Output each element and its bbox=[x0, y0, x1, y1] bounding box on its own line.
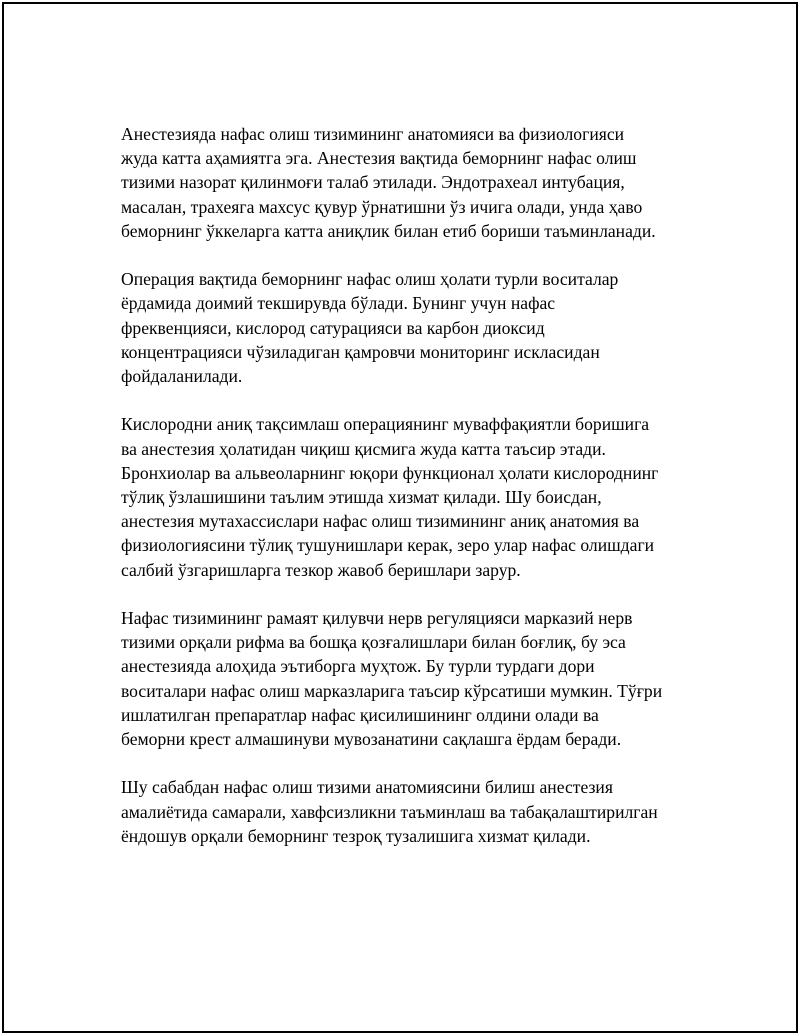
text-line: ва анестезия ҳолатидан чиқиш қисмига жуда катта таъсир этади. bbox=[121, 438, 606, 459]
text-line: тўлиқ ўзлашишини таълим этишда хизмат қилади. Шу боисдан, bbox=[121, 487, 602, 508]
document-body bbox=[121, 122, 701, 872]
text-line: ёрдамида доимий текширувда бўлади. Бунинг учун нафас bbox=[121, 293, 556, 314]
text-line: жуда катта аҳамиятга эга. Анестезия вақтида беморнинг нафас олиш bbox=[121, 148, 637, 169]
text-line: Нафас тизимининг рамаят қилувчи нерв регуляцияси марказий нерв bbox=[121, 608, 633, 629]
paragraph-3 bbox=[121, 412, 701, 581]
text-line: Шу сабабдан нафас олиш тизими анатомиясини билиш анестезия bbox=[121, 777, 613, 798]
text-line: масалан, трахеяга махсус қувур ўрнатишни ўз ичига олади, унда ҳаво bbox=[121, 196, 643, 217]
text-line: анестезия мутахассислари нафас олиш тизимининг аниқ анатомия ва bbox=[121, 511, 640, 532]
text-line: Анестезияда нафас олиш тизимининг анатомияси ва физиологияси bbox=[121, 124, 625, 144]
text-line: ёндошув орқали беморнинг тезроқ тузалишига хизмат қилади. bbox=[121, 825, 591, 846]
text-line: Кислородни аниқ тақсимлаш операциянинг муваффақиятли боришига bbox=[121, 414, 650, 435]
text-line: беморни крест алмашинуви мувозанатини сақлашга ёрдам беради. bbox=[121, 729, 622, 750]
document-page bbox=[2, 2, 798, 1033]
text-line: беморнинг ўккеларга катта аниқлик билан етиб бориши таъминланади. bbox=[121, 220, 656, 241]
text-line: тизими орқали рифма ва бошқа қозғалишлари билан боғлиқ, бу эса bbox=[121, 632, 626, 653]
paragraph-4 bbox=[121, 606, 701, 751]
text-line: амалиётида самарали, хавфсизликни таъминлаш ва табақалаштирилган bbox=[121, 801, 658, 822]
text-line: физиологиясини тўлиқ тушунишлари керак, зеро улар нафас олишдаги bbox=[121, 535, 655, 556]
text-line: ишлатилган препаратлар нафас қисилишининг олдини олади ва bbox=[121, 704, 599, 725]
text-line: анестезияда алоҳида эътиборга муҳтож. Бу турли турдаги дори bbox=[121, 656, 595, 677]
paragraph-5 bbox=[121, 775, 701, 848]
text-line: воситалари нафас олиш марказларига таъсир кўрсатиши мумкин. Тўғри bbox=[121, 680, 663, 701]
text-line: концентрацияси чўзиладиган қамровчи мониторинг искласидан bbox=[121, 341, 600, 362]
paragraph-2 bbox=[121, 267, 701, 388]
text-line: Операция вақтида беморнинг нафас олиш ҳолати турли воситалар bbox=[121, 269, 619, 290]
paragraph-1 bbox=[121, 122, 701, 243]
text-line: фойдаланилади. bbox=[121, 366, 243, 387]
text-line: фреквенцияси, кислород сатурацияси ва карбон диоксид bbox=[121, 317, 545, 338]
text-line: Бронхиолар ва альвеоларнинг юқори функционал ҳолати кислороднинг bbox=[121, 462, 659, 483]
text-line: тизими назорат қилинмоғи талаб этилади. Эндотрахеал интубация, bbox=[121, 172, 625, 193]
text-line: салбий ўзгаришларга тезкор жавоб беришлари зарур. bbox=[121, 559, 521, 580]
